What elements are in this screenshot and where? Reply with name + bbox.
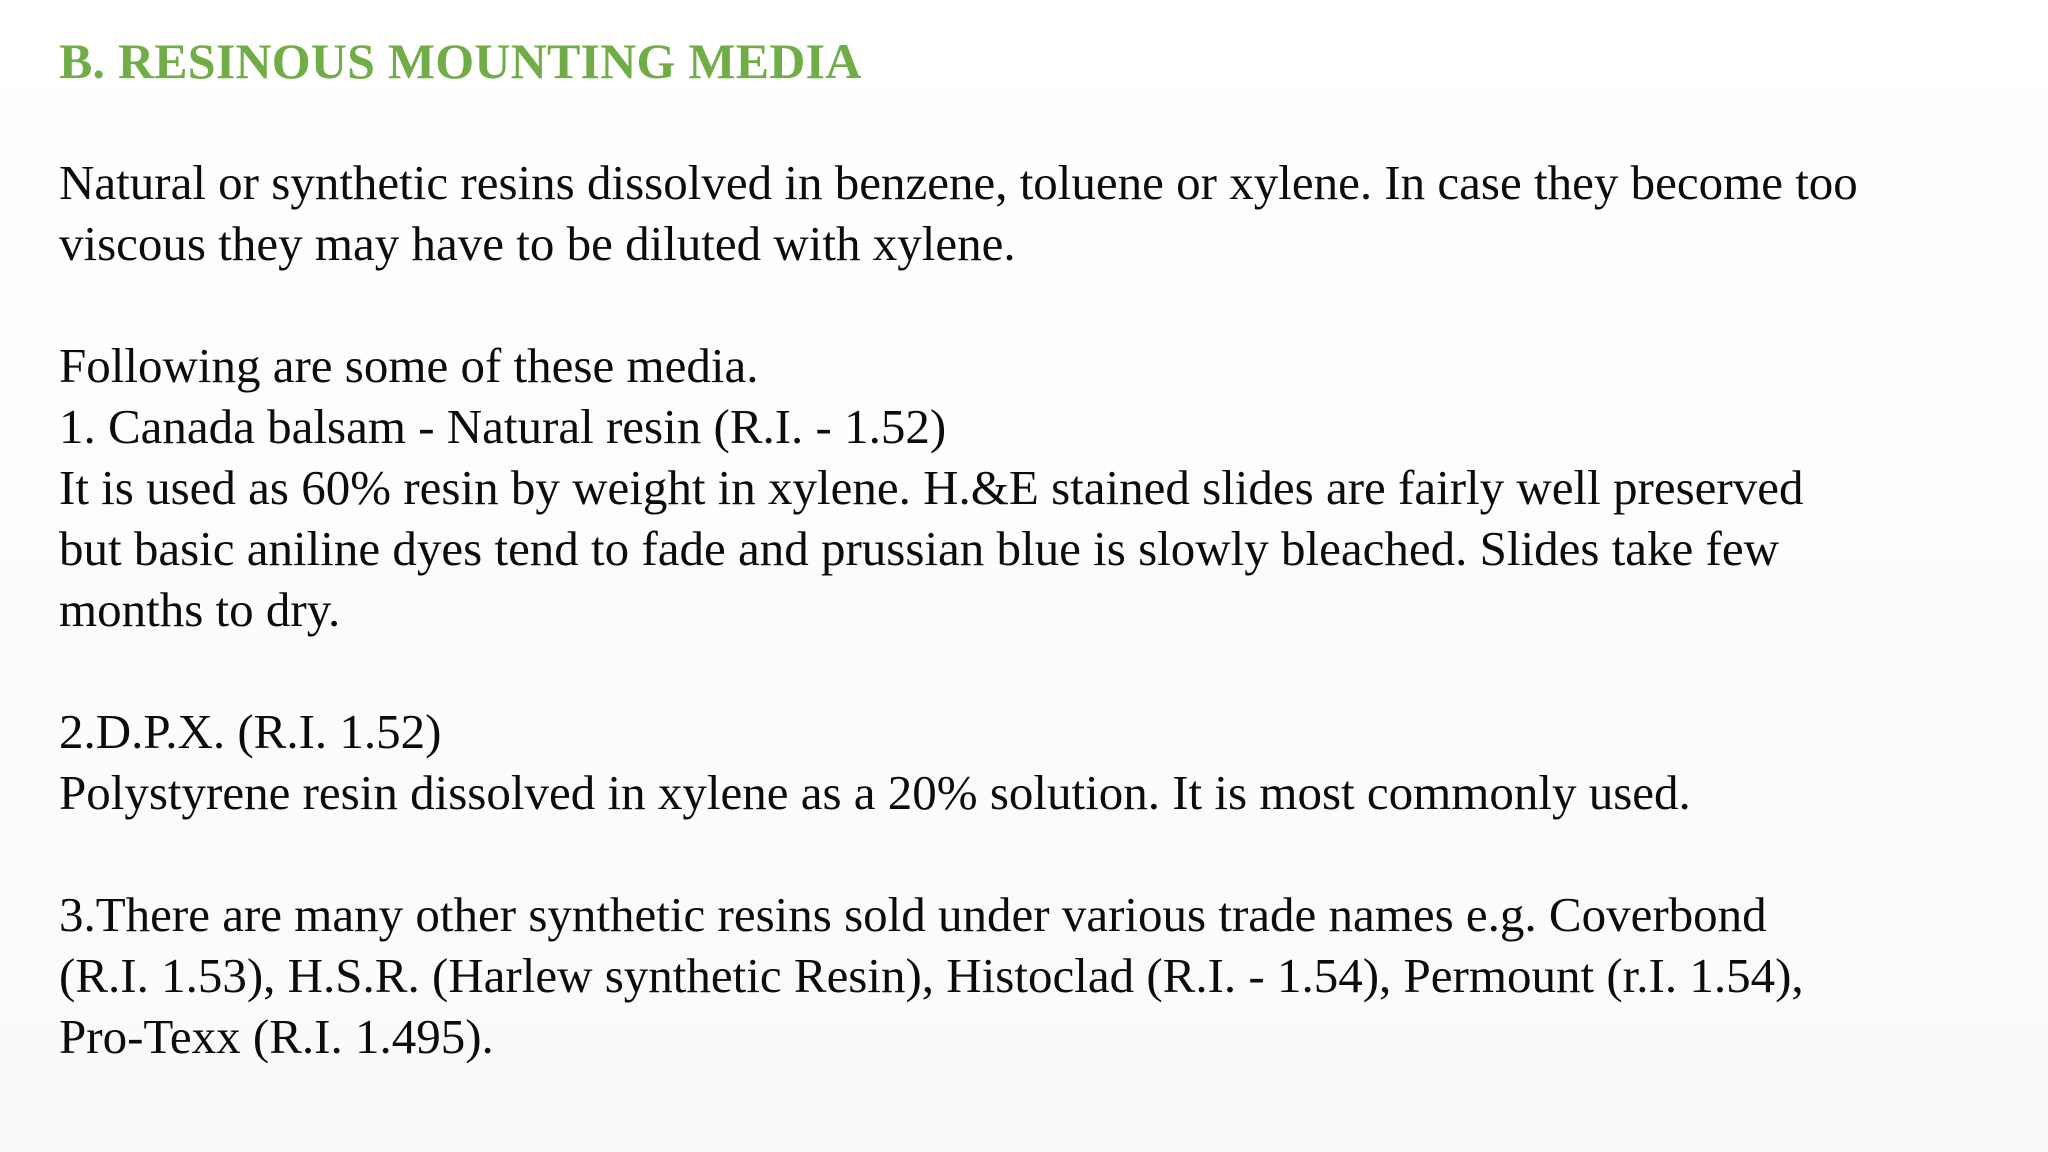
text-line: Polystyrene resin dissolved in xylene as a 20% solution. It is most commonly used. xyxy=(59,765,1691,820)
text-line: It is used as 60% resin by weight in xylene. H.&E stained slides are fairly well preserved xyxy=(59,460,1804,515)
paragraph-gap xyxy=(59,274,1988,335)
paragraph-intro xyxy=(59,152,1988,274)
slide-title: B. RESINOUS MOUNTING MEDIA xyxy=(59,33,862,89)
text-line: months to dry. xyxy=(59,582,341,637)
text-line: but basic aniline dyes tend to fade and prussian blue is slowly bleached. Slides take few xyxy=(59,521,1780,576)
text-line: Natural or synthetic resins dissolved in benzene, toluene or xylene. In case they become too xyxy=(59,155,1858,210)
text-line: Following are some of these media. xyxy=(59,338,759,393)
list-item-heading: 1. Canada balsam - Natural resin (R.I. - 1.52) xyxy=(59,399,947,454)
text-line: 3.There are many other synthetic resins sold under various trade names e.g. Coverbond xyxy=(59,887,1767,942)
list-item-heading: 2.D.P.X. (R.I. 1.52) xyxy=(59,704,442,759)
paragraph-canada-balsam xyxy=(59,335,1988,640)
paragraph-gap xyxy=(59,823,1988,884)
paragraph-gap xyxy=(59,640,1988,701)
text-line: Pro-Texx (R.I. 1.495). xyxy=(59,1009,494,1064)
paragraph-dpx xyxy=(59,701,1988,823)
paragraph-other-resins xyxy=(59,884,1988,1067)
text-line: (R.I. 1.53), H.S.R. (Harlew synthetic Resin), Histoclad (R.I. - 1.54), Permount (r.I. 1.54), xyxy=(59,948,1804,1003)
text-line: viscous they may have to be diluted with xylene. xyxy=(59,216,1016,271)
